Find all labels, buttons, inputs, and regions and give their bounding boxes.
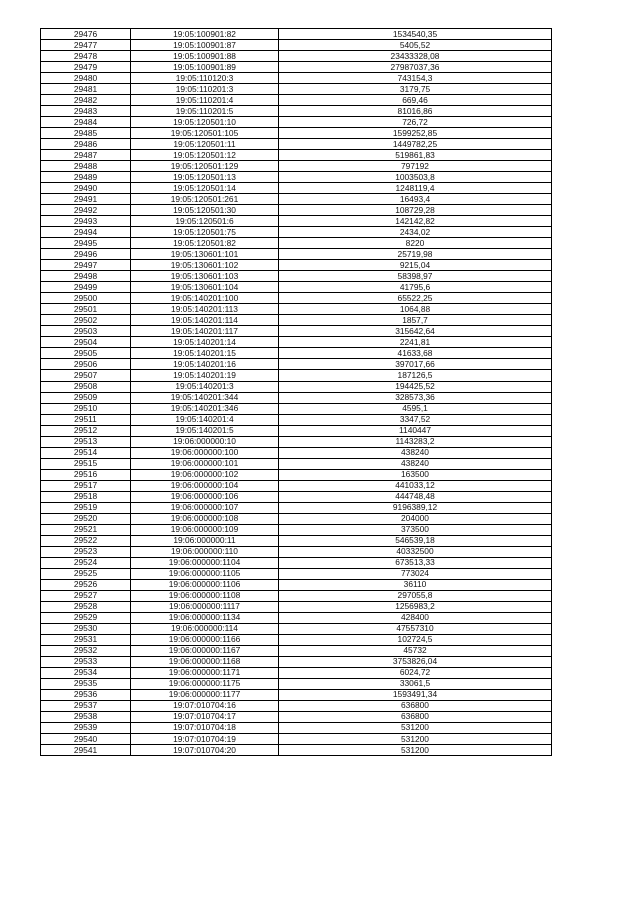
table-row bbox=[41, 282, 552, 293]
value-cell: 1593491,34 bbox=[279, 689, 552, 700]
table-row bbox=[41, 601, 552, 612]
table-row bbox=[41, 524, 552, 535]
table-row bbox=[41, 249, 552, 260]
row-number-cell: 29521 bbox=[41, 524, 131, 535]
table-row bbox=[41, 128, 552, 139]
table-row bbox=[41, 348, 552, 359]
value-cell: 636800 bbox=[279, 711, 552, 722]
table-row bbox=[41, 216, 552, 227]
value-cell: 315642,64 bbox=[279, 326, 552, 337]
value-cell: 328573,36 bbox=[279, 392, 552, 403]
cadastral-number-cell: 19:05:140201:344 bbox=[131, 392, 279, 403]
row-number-cell: 29495 bbox=[41, 238, 131, 249]
row-number-cell: 29484 bbox=[41, 117, 131, 128]
value-cell: 441033,12 bbox=[279, 480, 552, 491]
table-row bbox=[41, 667, 552, 678]
cadastral-number-cell: 19:06:000000:1117 bbox=[131, 601, 279, 612]
value-cell: 1449782,25 bbox=[279, 139, 552, 150]
table-row bbox=[41, 623, 552, 634]
value-cell: 4595,1 bbox=[279, 403, 552, 414]
value-cell: 1003503,8 bbox=[279, 172, 552, 183]
table-row bbox=[41, 194, 552, 205]
row-number-cell: 29497 bbox=[41, 260, 131, 271]
cadastral-number-cell: 19:05:140201:113 bbox=[131, 304, 279, 315]
cadastral-number-cell: 19:06:000000:1108 bbox=[131, 590, 279, 601]
row-number-cell: 29510 bbox=[41, 403, 131, 414]
cadastral-number-cell: 19:05:130601:102 bbox=[131, 260, 279, 271]
row-number-cell: 29478 bbox=[41, 51, 131, 62]
cadastral-number-cell: 19:05:140201:117 bbox=[131, 326, 279, 337]
row-number-cell: 29504 bbox=[41, 337, 131, 348]
row-number-cell: 29539 bbox=[41, 722, 131, 733]
cadastral-number-cell: 19:06:000000:11 bbox=[131, 535, 279, 546]
value-cell: 8220 bbox=[279, 238, 552, 249]
table-row bbox=[41, 745, 552, 756]
table-row bbox=[41, 40, 552, 51]
row-number-cell: 29500 bbox=[41, 293, 131, 304]
row-number-cell: 29540 bbox=[41, 734, 131, 745]
table-row bbox=[41, 205, 552, 216]
cadastral-number-cell: 19:05:120501:13 bbox=[131, 172, 279, 183]
cadastral-number-cell: 19:05:100901:82 bbox=[131, 29, 279, 40]
row-number-cell: 29483 bbox=[41, 106, 131, 117]
cadastral-number-cell: 19:06:000000:1175 bbox=[131, 678, 279, 689]
row-number-cell: 29538 bbox=[41, 711, 131, 722]
cadastral-number-cell: 19:06:000000:1171 bbox=[131, 667, 279, 678]
cadastral-number-cell: 19:07:010704:16 bbox=[131, 700, 279, 711]
table-row bbox=[41, 568, 552, 579]
value-cell: 546539,18 bbox=[279, 535, 552, 546]
row-number-cell: 29488 bbox=[41, 161, 131, 172]
value-cell: 1599252,85 bbox=[279, 128, 552, 139]
table-row bbox=[41, 645, 552, 656]
cadastral-number-cell: 19:06:000000:1167 bbox=[131, 645, 279, 656]
cadastral-number-cell: 19:06:000000:101 bbox=[131, 458, 279, 469]
table-row bbox=[41, 227, 552, 238]
table-row bbox=[41, 337, 552, 348]
table-row bbox=[41, 469, 552, 480]
row-number-cell: 29515 bbox=[41, 458, 131, 469]
value-cell: 9196389,12 bbox=[279, 502, 552, 513]
row-number-cell: 29524 bbox=[41, 557, 131, 568]
row-number-cell: 29537 bbox=[41, 700, 131, 711]
cadastral-number-cell: 19:05:130601:103 bbox=[131, 271, 279, 282]
row-number-cell: 29498 bbox=[41, 271, 131, 282]
row-number-cell: 29477 bbox=[41, 40, 131, 51]
value-cell: 6024,72 bbox=[279, 667, 552, 678]
table-row bbox=[41, 502, 552, 513]
row-number-cell: 29507 bbox=[41, 370, 131, 381]
cadastral-number-cell: 19:06:000000:114 bbox=[131, 623, 279, 634]
row-number-cell: 29520 bbox=[41, 513, 131, 524]
cadastral-number-cell: 19:07:010704:17 bbox=[131, 711, 279, 722]
row-number-cell: 29514 bbox=[41, 447, 131, 458]
value-cell: 743154,3 bbox=[279, 73, 552, 84]
row-number-cell: 29526 bbox=[41, 579, 131, 590]
row-number-cell: 29485 bbox=[41, 128, 131, 139]
cadastral-number-cell: 19:06:000000:104 bbox=[131, 480, 279, 491]
value-cell: 773024 bbox=[279, 568, 552, 579]
value-cell: 102724,5 bbox=[279, 634, 552, 645]
value-cell: 163500 bbox=[279, 469, 552, 480]
table-row bbox=[41, 84, 552, 95]
table-row bbox=[41, 436, 552, 447]
table-row bbox=[41, 392, 552, 403]
value-cell: 9215,04 bbox=[279, 260, 552, 271]
row-number-cell: 29496 bbox=[41, 249, 131, 260]
row-number-cell: 29492 bbox=[41, 205, 131, 216]
row-number-cell: 29505 bbox=[41, 348, 131, 359]
cadastral-number-cell: 19:05:120501:12 bbox=[131, 150, 279, 161]
value-cell: 797192 bbox=[279, 161, 552, 172]
table-row bbox=[41, 62, 552, 73]
row-number-cell: 29517 bbox=[41, 480, 131, 491]
row-number-cell: 29489 bbox=[41, 172, 131, 183]
row-number-cell: 29516 bbox=[41, 469, 131, 480]
value-cell: 194425,52 bbox=[279, 381, 552, 392]
value-cell: 47557310 bbox=[279, 623, 552, 634]
value-cell: 531200 bbox=[279, 722, 552, 733]
cadastral-number-cell: 19:06:000000:108 bbox=[131, 513, 279, 524]
cadastral-number-cell: 19:06:000000:110 bbox=[131, 546, 279, 557]
table-row bbox=[41, 161, 552, 172]
value-cell: 204000 bbox=[279, 513, 552, 524]
table-row bbox=[41, 238, 552, 249]
value-cell: 33061,5 bbox=[279, 678, 552, 689]
row-number-cell: 29487 bbox=[41, 150, 131, 161]
row-number-cell: 29499 bbox=[41, 282, 131, 293]
value-cell: 669,46 bbox=[279, 95, 552, 106]
row-number-cell: 29541 bbox=[41, 745, 131, 756]
table-row bbox=[41, 458, 552, 469]
value-cell: 41633,68 bbox=[279, 348, 552, 359]
row-number-cell: 29512 bbox=[41, 425, 131, 436]
value-cell: 3179,75 bbox=[279, 84, 552, 95]
row-number-cell: 29535 bbox=[41, 678, 131, 689]
value-cell: 23433328,08 bbox=[279, 51, 552, 62]
cadastral-number-cell: 19:06:000000:1105 bbox=[131, 568, 279, 579]
cadastral-number-cell: 19:05:100901:87 bbox=[131, 40, 279, 51]
cadastral-number-cell: 19:06:000000:1106 bbox=[131, 579, 279, 590]
table-row bbox=[41, 700, 552, 711]
table-row bbox=[41, 304, 552, 315]
value-cell: 1256983,2 bbox=[279, 601, 552, 612]
table-row bbox=[41, 370, 552, 381]
table-row bbox=[41, 260, 552, 271]
cadastral-number-cell: 19:07:010704:18 bbox=[131, 722, 279, 733]
cadastral-number-cell: 19:06:000000:1104 bbox=[131, 557, 279, 568]
table-row bbox=[41, 183, 552, 194]
row-number-cell: 29509 bbox=[41, 392, 131, 403]
row-number-cell: 29480 bbox=[41, 73, 131, 84]
cadastral-number-cell: 19:05:140201:19 bbox=[131, 370, 279, 381]
value-cell: 531200 bbox=[279, 745, 552, 756]
table-row bbox=[41, 491, 552, 502]
row-number-cell: 29518 bbox=[41, 491, 131, 502]
value-cell: 438240 bbox=[279, 458, 552, 469]
table-row bbox=[41, 150, 552, 161]
cadastral-number-cell: 19:05:120501:261 bbox=[131, 194, 279, 205]
table-row bbox=[41, 172, 552, 183]
cadastral-number-cell: 19:05:120501:129 bbox=[131, 161, 279, 172]
row-number-cell: 29525 bbox=[41, 568, 131, 579]
cadastral-number-cell: 19:05:130601:104 bbox=[131, 282, 279, 293]
table-row bbox=[41, 326, 552, 337]
row-number-cell: 29529 bbox=[41, 612, 131, 623]
cadastral-number-cell: 19:05:100901:88 bbox=[131, 51, 279, 62]
cadastral-number-cell: 19:06:000000:1166 bbox=[131, 634, 279, 645]
value-cell: 673513,33 bbox=[279, 557, 552, 568]
table-row bbox=[41, 734, 552, 745]
value-cell: 519861,83 bbox=[279, 150, 552, 161]
table-row bbox=[41, 590, 552, 601]
row-number-cell: 29523 bbox=[41, 546, 131, 557]
value-cell: 636800 bbox=[279, 700, 552, 711]
value-cell: 25719,98 bbox=[279, 249, 552, 260]
value-cell: 16493,4 bbox=[279, 194, 552, 205]
value-cell: 27987037,36 bbox=[279, 62, 552, 73]
row-number-cell: 29486 bbox=[41, 139, 131, 150]
row-number-cell: 29534 bbox=[41, 667, 131, 678]
value-cell: 3347,52 bbox=[279, 414, 552, 425]
value-cell: 2241,81 bbox=[279, 337, 552, 348]
cadastral-number-cell: 19:05:100901:89 bbox=[131, 62, 279, 73]
row-number-cell: 29494 bbox=[41, 227, 131, 238]
value-cell: 1140447 bbox=[279, 425, 552, 436]
cadastral-number-cell: 19:05:110201:5 bbox=[131, 106, 279, 117]
cadastral-number-cell: 19:07:010704:19 bbox=[131, 734, 279, 745]
cadastral-number-cell: 19:05:140201:3 bbox=[131, 381, 279, 392]
row-number-cell: 29528 bbox=[41, 601, 131, 612]
cadastral-value-table bbox=[40, 28, 552, 756]
table-row bbox=[41, 612, 552, 623]
value-cell: 1857,7 bbox=[279, 315, 552, 326]
row-number-cell: 29490 bbox=[41, 183, 131, 194]
row-number-cell: 29519 bbox=[41, 502, 131, 513]
value-cell: 428400 bbox=[279, 612, 552, 623]
row-number-cell: 29482 bbox=[41, 95, 131, 106]
row-number-cell: 29476 bbox=[41, 29, 131, 40]
value-cell: 297055,8 bbox=[279, 590, 552, 601]
table-row bbox=[41, 139, 552, 150]
value-cell: 108729,28 bbox=[279, 205, 552, 216]
row-number-cell: 29530 bbox=[41, 623, 131, 634]
row-number-cell: 29502 bbox=[41, 315, 131, 326]
row-number-cell: 29491 bbox=[41, 194, 131, 205]
table-row bbox=[41, 447, 552, 458]
row-number-cell: 29527 bbox=[41, 590, 131, 601]
row-number-cell: 29479 bbox=[41, 62, 131, 73]
cadastral-number-cell: 19:05:120501:30 bbox=[131, 205, 279, 216]
cadastral-number-cell: 19:05:120501:6 bbox=[131, 216, 279, 227]
value-cell: 444748,48 bbox=[279, 491, 552, 502]
cadastral-number-cell: 19:05:120501:75 bbox=[131, 227, 279, 238]
table-row bbox=[41, 95, 552, 106]
row-number-cell: 29532 bbox=[41, 645, 131, 656]
row-number-cell: 29506 bbox=[41, 359, 131, 370]
value-cell: 3753826,04 bbox=[279, 656, 552, 667]
row-number-cell: 29536 bbox=[41, 689, 131, 700]
table-row bbox=[41, 656, 552, 667]
value-cell: 438240 bbox=[279, 447, 552, 458]
cadastral-number-cell: 19:05:120501:105 bbox=[131, 128, 279, 139]
table-row bbox=[41, 513, 552, 524]
row-number-cell: 29481 bbox=[41, 84, 131, 95]
cadastral-number-cell: 19:05:140201:100 bbox=[131, 293, 279, 304]
table-row bbox=[41, 634, 552, 645]
table-row bbox=[41, 51, 552, 62]
cadastral-number-cell: 19:06:000000:102 bbox=[131, 469, 279, 480]
row-number-cell: 29533 bbox=[41, 656, 131, 667]
table-row bbox=[41, 73, 552, 84]
cadastral-number-cell: 19:05:140201:16 bbox=[131, 359, 279, 370]
cadastral-number-cell: 19:05:110201:3 bbox=[131, 84, 279, 95]
cadastral-number-cell: 19:05:120501:10 bbox=[131, 117, 279, 128]
table-row bbox=[41, 29, 552, 40]
value-cell: 187126,5 bbox=[279, 370, 552, 381]
table-row bbox=[41, 359, 552, 370]
row-number-cell: 29511 bbox=[41, 414, 131, 425]
value-cell: 2434,02 bbox=[279, 227, 552, 238]
value-cell: 41795,6 bbox=[279, 282, 552, 293]
cadastral-number-cell: 19:05:120501:11 bbox=[131, 139, 279, 150]
value-cell: 36110 bbox=[279, 579, 552, 590]
cadastral-number-cell: 19:06:000000:106 bbox=[131, 491, 279, 502]
cadastral-number-cell: 19:06:000000:10 bbox=[131, 436, 279, 447]
table-row bbox=[41, 546, 552, 557]
row-number-cell: 29493 bbox=[41, 216, 131, 227]
table-row bbox=[41, 711, 552, 722]
cadastral-number-cell: 19:05:140201:4 bbox=[131, 414, 279, 425]
table-body bbox=[41, 29, 552, 756]
value-cell: 531200 bbox=[279, 734, 552, 745]
value-cell: 726,72 bbox=[279, 117, 552, 128]
value-cell: 1064,88 bbox=[279, 304, 552, 315]
value-cell: 40332500 bbox=[279, 546, 552, 557]
value-cell: 1534540,35 bbox=[279, 29, 552, 40]
cadastral-number-cell: 19:05:110201:4 bbox=[131, 95, 279, 106]
value-cell: 1248119,4 bbox=[279, 183, 552, 194]
cadastral-number-cell: 19:06:000000:107 bbox=[131, 502, 279, 513]
cadastral-number-cell: 19:06:000000:1177 bbox=[131, 689, 279, 700]
cadastral-number-cell: 19:05:140201:346 bbox=[131, 403, 279, 414]
value-cell: 65522,25 bbox=[279, 293, 552, 304]
table-row bbox=[41, 425, 552, 436]
table-row bbox=[41, 315, 552, 326]
table-row bbox=[41, 480, 552, 491]
table-row bbox=[41, 106, 552, 117]
table-row bbox=[41, 271, 552, 282]
row-number-cell: 29508 bbox=[41, 381, 131, 392]
cadastral-number-cell: 19:06:000000:1134 bbox=[131, 612, 279, 623]
row-number-cell: 29501 bbox=[41, 304, 131, 315]
table-row bbox=[41, 403, 552, 414]
row-number-cell: 29522 bbox=[41, 535, 131, 546]
table-row bbox=[41, 579, 552, 590]
value-cell: 81016,86 bbox=[279, 106, 552, 117]
row-number-cell: 29503 bbox=[41, 326, 131, 337]
value-cell: 5405,52 bbox=[279, 40, 552, 51]
table-row bbox=[41, 381, 552, 392]
cadastral-number-cell: 19:05:140201:15 bbox=[131, 348, 279, 359]
table-row bbox=[41, 689, 552, 700]
value-cell: 1143283,2 bbox=[279, 436, 552, 447]
value-cell: 142142,82 bbox=[279, 216, 552, 227]
table-row bbox=[41, 414, 552, 425]
value-cell: 373500 bbox=[279, 524, 552, 535]
cadastral-number-cell: 19:06:000000:109 bbox=[131, 524, 279, 535]
table-row bbox=[41, 678, 552, 689]
table-row bbox=[41, 293, 552, 304]
cadastral-number-cell: 19:07:010704:20 bbox=[131, 745, 279, 756]
value-cell: 45732 bbox=[279, 645, 552, 656]
value-cell: 397017,66 bbox=[279, 359, 552, 370]
value-cell: 58398,97 bbox=[279, 271, 552, 282]
row-number-cell: 29531 bbox=[41, 634, 131, 645]
cadastral-number-cell: 19:05:140201:5 bbox=[131, 425, 279, 436]
cadastral-number-cell: 19:05:120501:14 bbox=[131, 183, 279, 194]
table-row bbox=[41, 722, 552, 733]
table-row bbox=[41, 117, 552, 128]
cadastral-number-cell: 19:05:110120:3 bbox=[131, 73, 279, 84]
table-row bbox=[41, 557, 552, 568]
cadastral-number-cell: 19:05:140201:114 bbox=[131, 315, 279, 326]
cadastral-number-cell: 19:06:000000:1168 bbox=[131, 656, 279, 667]
row-number-cell: 29513 bbox=[41, 436, 131, 447]
cadastral-number-cell: 19:05:140201:14 bbox=[131, 337, 279, 348]
cadastral-number-cell: 19:05:130601:101 bbox=[131, 249, 279, 260]
table-row bbox=[41, 535, 552, 546]
cadastral-number-cell: 19:05:120501:82 bbox=[131, 238, 279, 249]
cadastral-number-cell: 19:06:000000:100 bbox=[131, 447, 279, 458]
